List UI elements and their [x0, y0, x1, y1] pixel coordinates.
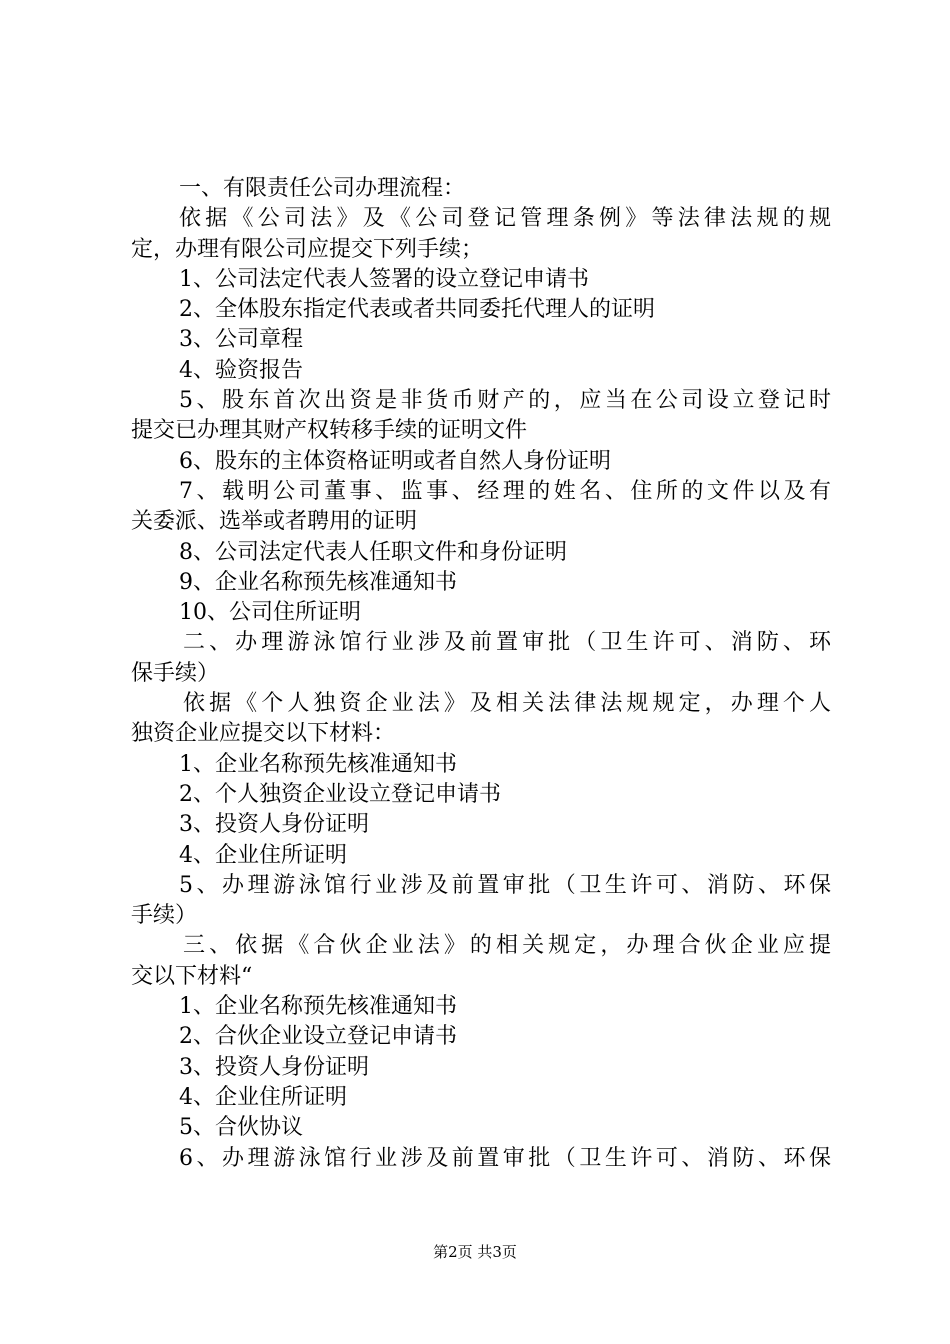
list-item: 6、办理游泳馆行业涉及前置审批（卫生许可、消防、环保	[179, 1145, 831, 1171]
list-item: 4、验资报告	[179, 357, 303, 383]
list-item: 6、股东的主体资格证明或者自然人身份证明	[179, 448, 611, 474]
list-item: 9、企业名称预先核准通知书	[179, 569, 457, 595]
section-heading-2: 二、办理游泳馆行业涉及前置审批（卫生许可、消防、环	[183, 630, 831, 656]
list-item: 4、企业住所证明	[179, 842, 347, 868]
list-item-continuation: 关委派、选举或者聘用的证明	[131, 509, 418, 535]
list-item: 2、合伙企业设立登记申请书	[179, 1024, 457, 1050]
list-item: 2、个人独资企业设立登记申请书	[179, 781, 501, 807]
section-heading-continuation: 交以下材料“	[131, 963, 253, 989]
document-body	[131, 174, 831, 1174]
list-item-continuation: 手续）	[131, 903, 198, 929]
list-item: 1、公司法定代表人签署的设立登记申请书	[179, 266, 589, 292]
paragraph-line: 依据《个人独资企业法》及相关法律法规规定，办理个人	[183, 691, 831, 717]
list-item: 5、办理游泳馆行业涉及前置审批（卫生许可、消防、环保	[179, 872, 831, 898]
list-item: 5、股东首次出资是非货币财产的，应当在公司设立登记时	[179, 388, 831, 414]
list-item: 1、企业名称预先核准通知书	[179, 751, 457, 777]
list-item-continuation: 提交已办理其财产权转移手续的证明文件	[131, 418, 528, 444]
paragraph-line: 独资企业应提交以下材料：	[131, 721, 396, 747]
list-item: 10、公司住所证明	[179, 600, 361, 626]
list-item: 8、公司法定代表人任职文件和身份证明	[179, 539, 567, 565]
section-heading-3: 三、依据《合伙企业法》的相关规定，办理合伙企业应提	[183, 933, 831, 959]
list-item: 1、企业名称预先核准通知书	[179, 994, 457, 1020]
list-item: 5、合伙协议	[179, 1115, 303, 1141]
page-number-footer: 第2页 共3页	[433, 1243, 517, 1261]
section-heading-1: 一、有限责任公司办理流程：	[179, 176, 466, 201]
list-item: 2、全体股东指定代表或者共同委托代理人的证明	[179, 297, 655, 323]
list-item: 3、投资人身份证明	[179, 1054, 369, 1080]
section-heading-continuation: 保手续）	[131, 660, 220, 686]
list-item: 4、企业住所证明	[179, 1084, 347, 1110]
list-item: 7、载明公司董事、监事、经理的姓名、住所的文件以及有	[179, 478, 831, 504]
list-item: 3、投资人身份证明	[179, 812, 369, 838]
paragraph-line: 依据《公司法》及《公司登记管理条例》等法律法规的规	[179, 206, 831, 232]
list-item: 3、公司章程	[179, 327, 303, 353]
paragraph-line: 定，办理有限公司应提交下列手续；	[131, 236, 484, 262]
